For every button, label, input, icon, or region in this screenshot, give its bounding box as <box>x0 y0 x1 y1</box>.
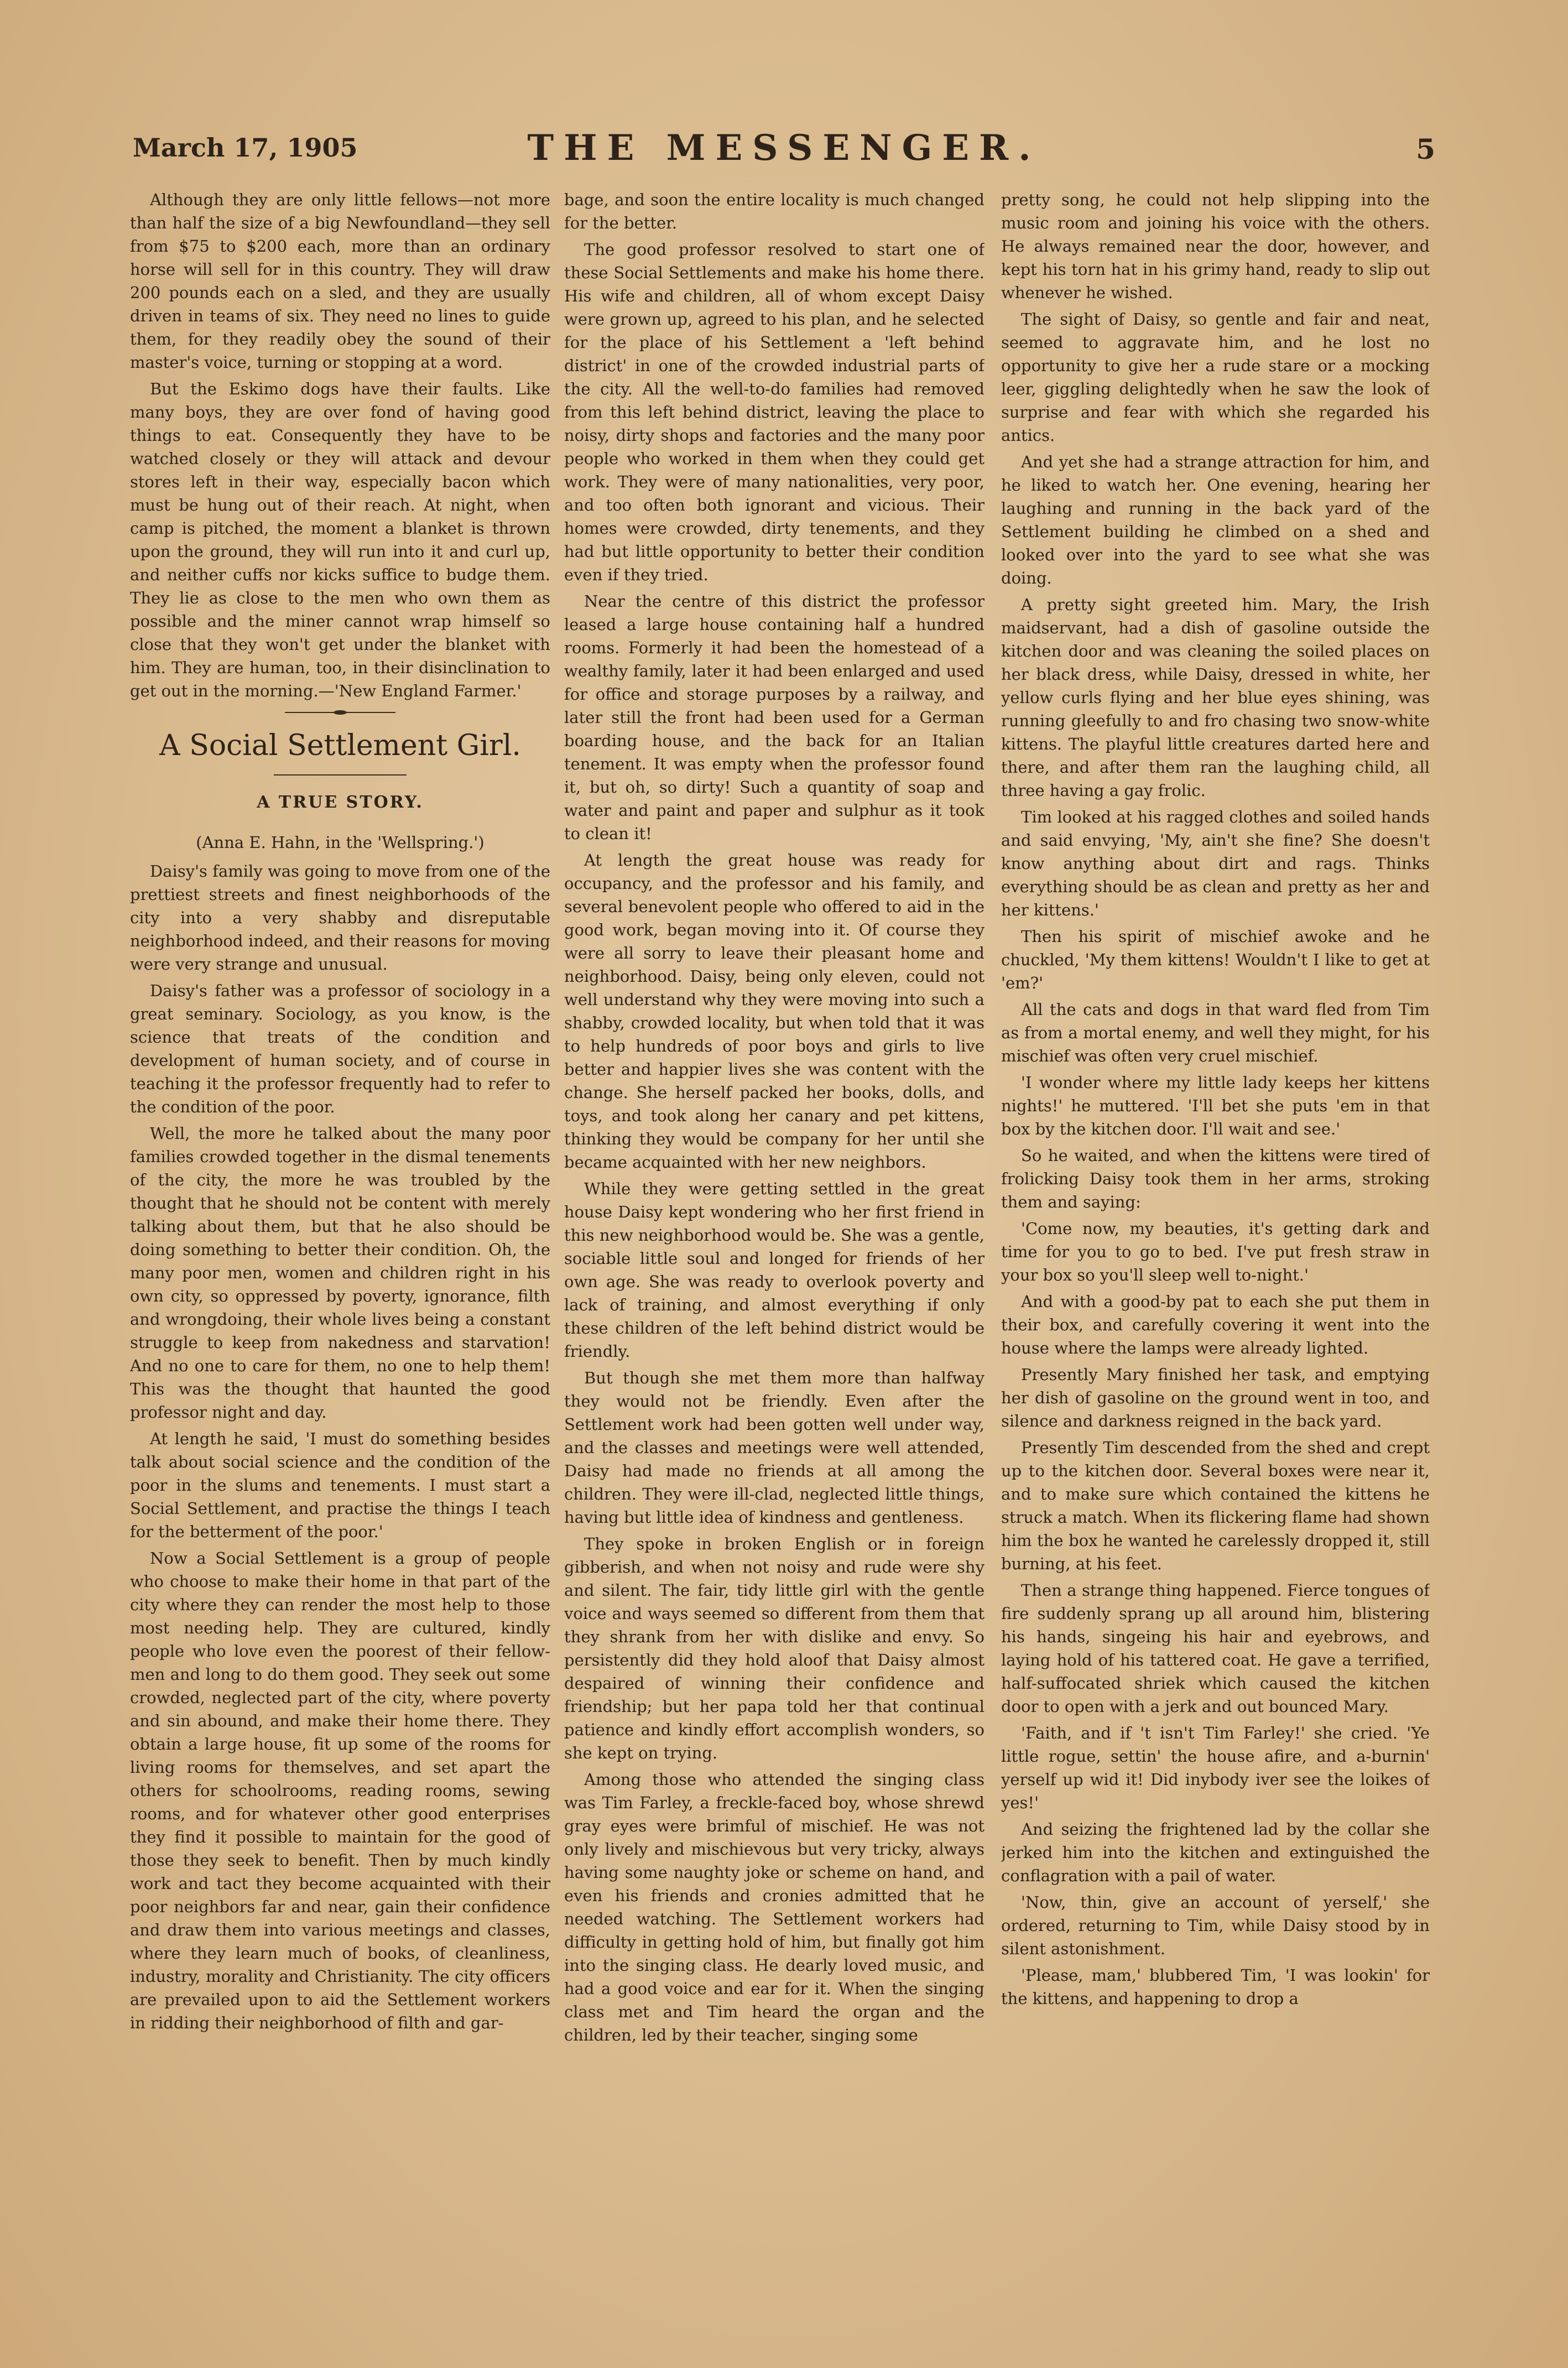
masthead-title: THE MESSENGER. <box>527 127 1041 169</box>
article-paragraph: Daisy's family was going to move from one of the prettiest streets and finest neighborhoods of the city into a very shabby and disreputable neighborhood indeed, and their reasons for moving were very strange and unusual. <box>130 862 550 974</box>
article-paragraph: Among those who attended the singing class was Tim Farley, a freckle-faced boy, whose shrewd gray eyes were brimful of mischief. He was not only lively and mischievous but very tricky, always having some naughty joke or scheme on hand, and even his friends and cronies admitted that he needed watching. The Settlement workers had difficulty in getting hold of him, but finally got him into the singing class. He dearly loved music, and had a good voice and ear for it. When the singing class met and Tim heard the organ and the children, led by their teacher, singing some <box>564 1770 984 2044</box>
article-paragraph: bage, and soon the entire locality is much changed for the better. <box>564 190 984 232</box>
article-paragraph: The good professor resolved to start one of these Social Settlements and make his home there. His wife and children, all of whom except Daisy were grown up, agreed to his plan, and he selected for the place of his Settlement a 'left behind district' in one of the crowded industrial parts of the city. All the well-to-do families had removed from this left behind district, leaving the place to noisy, dirty shops and factories and the many poor people who worked in them when they could get work. They were of many nationalities, very poor, and too often both ignorant and vicious. Their homes were crowded, dirty tenements, and they had but little opportunity to better their condition even if they tried. <box>564 240 984 584</box>
article-subtitle: A TRUE STORY. <box>257 793 424 812</box>
article-paragraph: And yet she had a strange attraction for him, and he liked to watch her. One evening, hearing her laughing and running in the back yard of the Settlement building he climbed on a shed and looked over into the yard to see what she was doing. <box>1001 452 1430 587</box>
article-paragraph: At length he said, 'I must do something besides talk about social science and the condition of the poor in the slums and tenements. I must start a Social Settlement, and practise the things I teach for the betterment of the poor.' <box>130 1429 550 1541</box>
article-paragraph: Daisy's father was a professor of sociology in a great seminary. Sociology, as you know, is the science that treats of the condition and development of human society, and of course in teaching it the professor frequently had to refer to the condition of the poor. <box>130 981 550 1116</box>
column-2 <box>564 188 984 2257</box>
page-header <box>133 127 1435 177</box>
article-paragraph: Presently Tim descended from the shed and crept up to the kitchen door. Several boxes were near it, and to make sure which contained the kittens he struck a match. When its flickering flame had shown him the box he wanted he carelessly dropped it, still burning, at his feet. <box>1001 1438 1430 1573</box>
article-paragraph: Now a Social Settlement is a group of people who choose to make their home in that part of the city where they can render the most help to those most needing help. They are cultured, kindly people who love even the poorest of their fellow-men and long to do them good. They seek out some crowded, neglected part of the city, where poverty and sin abound, and make their home there. They obtain a large house, fit up some of the rooms for living rooms for themselves, and set apart the others for schoolrooms, reading rooms, sewing rooms, and for whatever other good enterprises they find it possible to maintain for the good of those they seek to benefit. Then by much kindly work and tact they become acquainted with their poor neighbors far and near, gain their confidence and draw them into various meetings and classes, where they learn much of books, of cleanliness, industry, morality and Christianity. The city officers are prevailed upon to aid the Settlement workers in ridding their neighborhood of filth and gar- <box>130 1549 550 2032</box>
article-paragraph: A pretty sight greeted him. Mary, the Irish maidservant, had a dish of gasoline outside the kitchen door and was cleaning the soiled places on her black dress, while Daisy, dressed in white, her yellow curls flying and her blue eyes shining, was running gleefully to and fro chasing two snow-white kittens. The playful little creatures darted here and there, and after them ran the laughing child, all three having a gay frolic. <box>1001 595 1430 800</box>
article-byline: (Anna E. Hahn, in the 'Wellspring.') <box>196 833 485 852</box>
article-paragraph: 'Faith, and if 't isn't Tim Farley!' she cried. 'Ye little rogue, settin' the house afire, and a-burnin' yerself up wid it! Did inybody iver see the loikes of yes!' <box>1001 1724 1430 1812</box>
article-paragraph: Then a strange thing happened. Fierce tongues of fire suddenly sprang up all around him, blistering his hands, singeing his hair and eyebrows, and laying hold of his tattered coat. He gave a terrified, half-suffocated shriek which caused the kitchen door to open with a jerk and out bounced Mary. <box>1001 1581 1430 1716</box>
article-title: A Social Settlement Girl. <box>159 729 521 762</box>
article-paragraph: But though she met them more than halfway they would not be friendly. Even after the Settlement work had been gotten well under way, and the classes and meetings were well attended, Daisy had made no friends at all among the children. They were ill-clad, neglected little things, having but little idea of kindness and gentleness. <box>564 1368 984 1527</box>
article-paragraph: So he waited, and when the kittens were tired of frolicking Daisy took them in her arms, stroking them and saying: <box>1001 1146 1430 1211</box>
article-paragraph: All the cats and dogs in that ward fled from Tim as from a mortal enemy, and well they might, for his mischief was often very cruel mischief. <box>1001 1000 1430 1065</box>
article-paragraph: Near the centre of this district the professor leased a large house containing half a hundred rooms. Formerly it had been the homestead of a wealthy family, later it had been enlarged and used for office and storage purposes by a railway, and later still the front had been used for a German boarding house, and the back for an Italian tenement. It was empty when the professor found it, but oh, so dirty! Such a quantity of soap and water and paint and paper and sulphur as it took to clean it! <box>564 592 984 843</box>
article-paragraph: 'Please, mam,' blubbered Tim, 'I was lookin' for the kittens, and happening to drop a <box>1001 1966 1430 2008</box>
article-paragraph: 'I wonder where my little lady keeps her kittens nights!' he muttered. 'I'll bet she puts 'em in that box by the kitchen door. I'll wait and see.' <box>1001 1073 1430 1138</box>
section-divider <box>285 710 395 715</box>
article-paragraph: pretty song, he could not help slipping into the music room and joining his voice with the others. He always remained near the door, however, and kept his torn hat in his grimy hand, ready to slip out whenever he wished. <box>1001 190 1430 302</box>
title-rule <box>274 774 407 776</box>
page-number: 5 <box>1416 133 1435 165</box>
article-paragraph: They spoke in broken English or in foreign gibberish, and when not noisy and rude were shy and silent. The fair, tidy little girl with the gentle voice and ways seemed so different from them that they shrank from her with dislike and envy. So persistently did they hold aloof that Daisy almost despaired of winning their confidence and friendship; but her papa told her that continual patience and kindly effort accomplish wonders, so she kept on trying. <box>564 1534 984 1762</box>
article-paragraph: 'Come now, my beauties, it's getting dark and time for you to go to bed. I've put fresh straw in your box so you'll sleep well to-night.' <box>1001 1219 1430 1284</box>
article-paragraph: Presently Mary finished her task, and emptying her dish of gasoline on the ground went in too, and silence and darkness reigned in the back yard. <box>1001 1365 1430 1430</box>
article-paragraph: At length the great house was ready for occupancy, and the professor and his family, and several benevolent people who offered to aid in the good work, began moving into it. Of course they were all sorry to leave their pleasant home and neighborhood. Daisy, being only eleven, could not well understand why they were moving into such a shabby, crowded locality, but when told that it was to help hundreds of poor boys and girls to live better and happier lives she was content with the change. She herself packed her books, dolls, and toys, and took along her canary and pet kittens, thinking they would be company for her until she became acquainted with her new neighbors. <box>564 851 984 1172</box>
article-paragraph: Then his spirit of mischief awoke and he chuckled, 'My them kittens! Wouldn't I like to get at 'em?' <box>1001 927 1430 992</box>
article-paragraph: The sight of Daisy, so gentle and fair and neat, seemed to aggravate him, and he lost no opportunity to give her a rude stare or a mocking leer, giggling delightedly when he saw the look of surprise and fear with which she regarded his antics. <box>1001 310 1430 445</box>
article-paragraph: Although they are only little fellows—not more than half the size of a big Newfoundland—they sell from $75 to $200 each, more than an ordinary horse will sell for in this country. They will draw 200 pounds each on a sled, and they are usually driven in teams of six. They need no lines to guide them, for they readily obey the sound of their master's voice, turning or stopping at a word. <box>130 190 550 372</box>
article-paragraph: But the Eskimo dogs have their faults. Like many boys, they are over fond of having good things to eat. Consequently they have to be watched closely or they will attack and devour stores left in their way, especially bacon which must be hung out of their reach. At night, when camp is pitched, the moment a blanket is thrown upon the ground, they will run into it and curl up, and neither cuffs nor kicks suffice to budge them. They lie as close to the men who own them as possible and the miner cannot wrap himself so close that they won't get under the blanket with him. They are human, too, in their disinclination to get out in the morning.—'New England Farmer.' <box>130 379 550 700</box>
article-paragraph: While they were getting settled in the great house Daisy kept wondering who her first friend in this new neighborhood would be. She was a gentle, sociable little soul and longed for friends of her own age. She was ready to overlook poverty and lack of training, and almost everything if only these children of the left behind district would be friendly. <box>564 1179 984 1361</box>
column-1 <box>130 188 550 2257</box>
article-paragraph: Well, the more he talked about the many poor families crowded together in the dismal tenements of the city, the more he was troubled by the thought that he should not be content with merely talking about them, but that he also should be doing something to better their condition. Oh, the many poor men, women and children right in his own city, so oppressed by poverty, ignorance, filth and wrongdoing, their whole lives being a constant struggle to keep from nakedness and starvation! And no one to care for them, no one to help them! This was the thought that haunted the good professor night and day. <box>130 1124 550 1422</box>
article-paragraph: Tim looked at his ragged clothes and soiled hands and said envying, 'My, ain't she fine? She doesn't know anything about dirt and rags. Thinks everything should be as clean and pretty as her and her kittens.' <box>1001 808 1430 919</box>
article-paragraph: And seizing the frightened lad by the collar she jerked him into the kitchen and extinguished the conflagration with a pail of water. <box>1001 1820 1430 1885</box>
column-3 <box>1001 188 1430 2257</box>
issue-date: March 17, 1905 <box>133 133 358 163</box>
article-paragraph: 'Now, thin, give an account of yerself,' she ordered, returning to Tim, while Daisy stood by in silent astonishment. <box>1001 1893 1430 1958</box>
article-paragraph: And with a good-by pat to each she put them in their box, and carefully covering it went into the house where the lamps were already lighted. <box>1001 1292 1430 1357</box>
